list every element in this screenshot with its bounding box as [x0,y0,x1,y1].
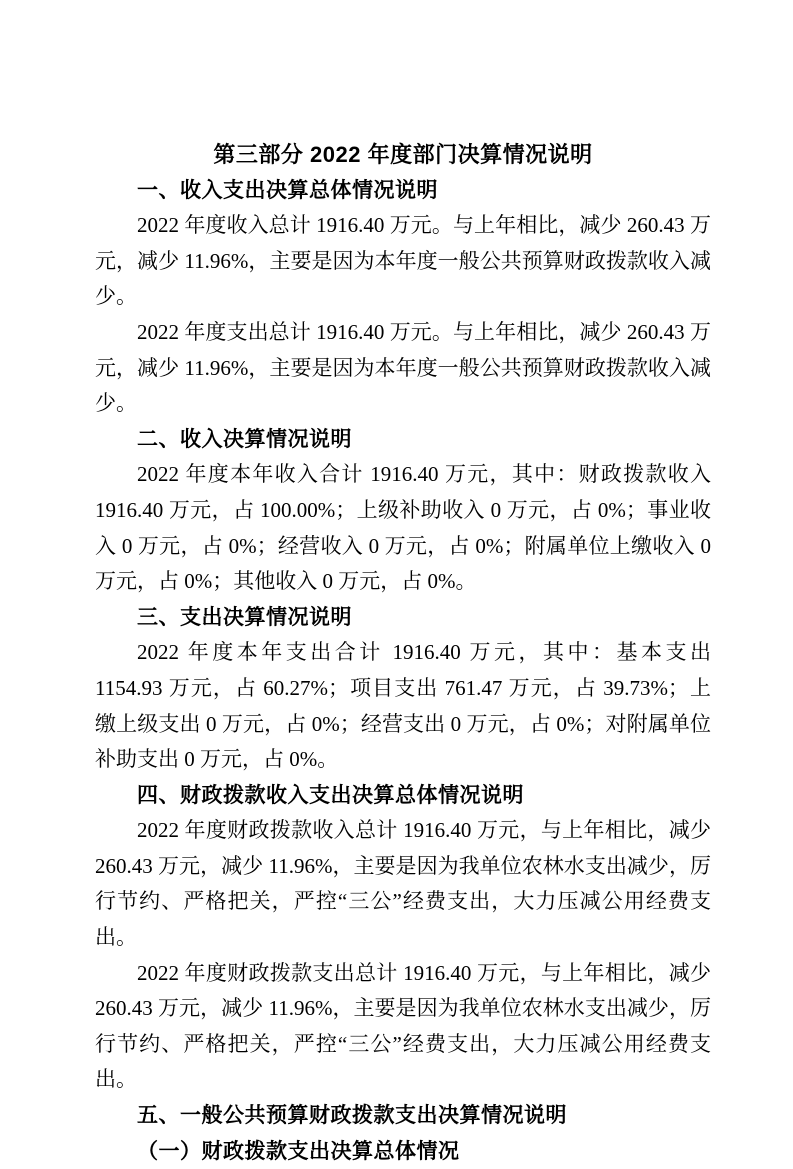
section-heading: 一、收入支出决算总体情况说明 [137,178,438,202]
section-heading: 二、收入决算情况说明 [137,427,352,451]
paragraph: 2022 年度财政拨款收入总计 1916.40 万元，与上年相比，减少 260.43 万元，减少 11.96%，主要是因为我单位农林水支出减少，厉行节约、严格把关，严控“三公”经费支出，大力压减公用经费支出。 [95,818,711,950]
section-general-public-budget-expenditure [95,1098,711,1169]
document-content [95,137,711,1169]
section-heading: 四、财政拨款收入支出决算总体情况说明 [137,783,524,807]
section-income-final-accounts [95,422,711,600]
section-heading: 五、一般公共预算财政拨款支出决算情况说明 [137,1104,567,1128]
section-subheading: （一）财政拨款支出决算总体情况 [137,1139,460,1163]
document-title: 第三部分 2022 年度部门决算情况说明 [213,142,593,167]
paragraph: 2022 年度财政拨款支出总计 1916.40 万元，与上年相比，减少 260.43 万元，减少 11.96%，主要是因为我单位农林水支出减少，厉行节约、严格把关，严控“三公”经费支出，大力压减公用经费支出。 [95,960,711,1092]
section-expenditure-final-accounts [95,600,711,778]
paragraph: 2022 年度本年支出合计 1916.40 万元，其中：基本支出 1154.93 万元，占 60.27%；项目支出 761.47 万元，占 39.73%；上缴上级支出 0 万元，占 0%；经营支出 0 万元，占 0%；对附属单位补助支出 0 万元，占 0%。 [95,640,711,772]
section-heading: 三、支出决算情况说明 [137,605,352,629]
paragraph: 2022 年度支出总计 1916.40 万元。与上年相比，减少 260.43 万元，减少 11.96%，主要是因为本年度一般公共预算财政拨款收入减少。 [95,319,711,416]
paragraph: 2022 年度本年收入合计 1916.40 万元，其中：财政拨款收入 1916.40 万元，占 100.00%；上级补助收入 0 万元，占 0%；事业收入 0 万元，占 0%；经营收入 0 万元，占 0%；附属单位上缴收入 0 万元，占 0%；其他收入 0 万元，占 0%。 [95,462,711,594]
section-income-expenditure-overview [95,173,711,422]
section-fiscal-appropriation-overview [95,778,711,1098]
paragraph: 2022 年度收入总计 1916.40 万元。与上年相比，减少 260.43 万元，减少 11.96%，主要是因为本年度一般公共预算财政拨款收入减少。 [95,213,711,309]
